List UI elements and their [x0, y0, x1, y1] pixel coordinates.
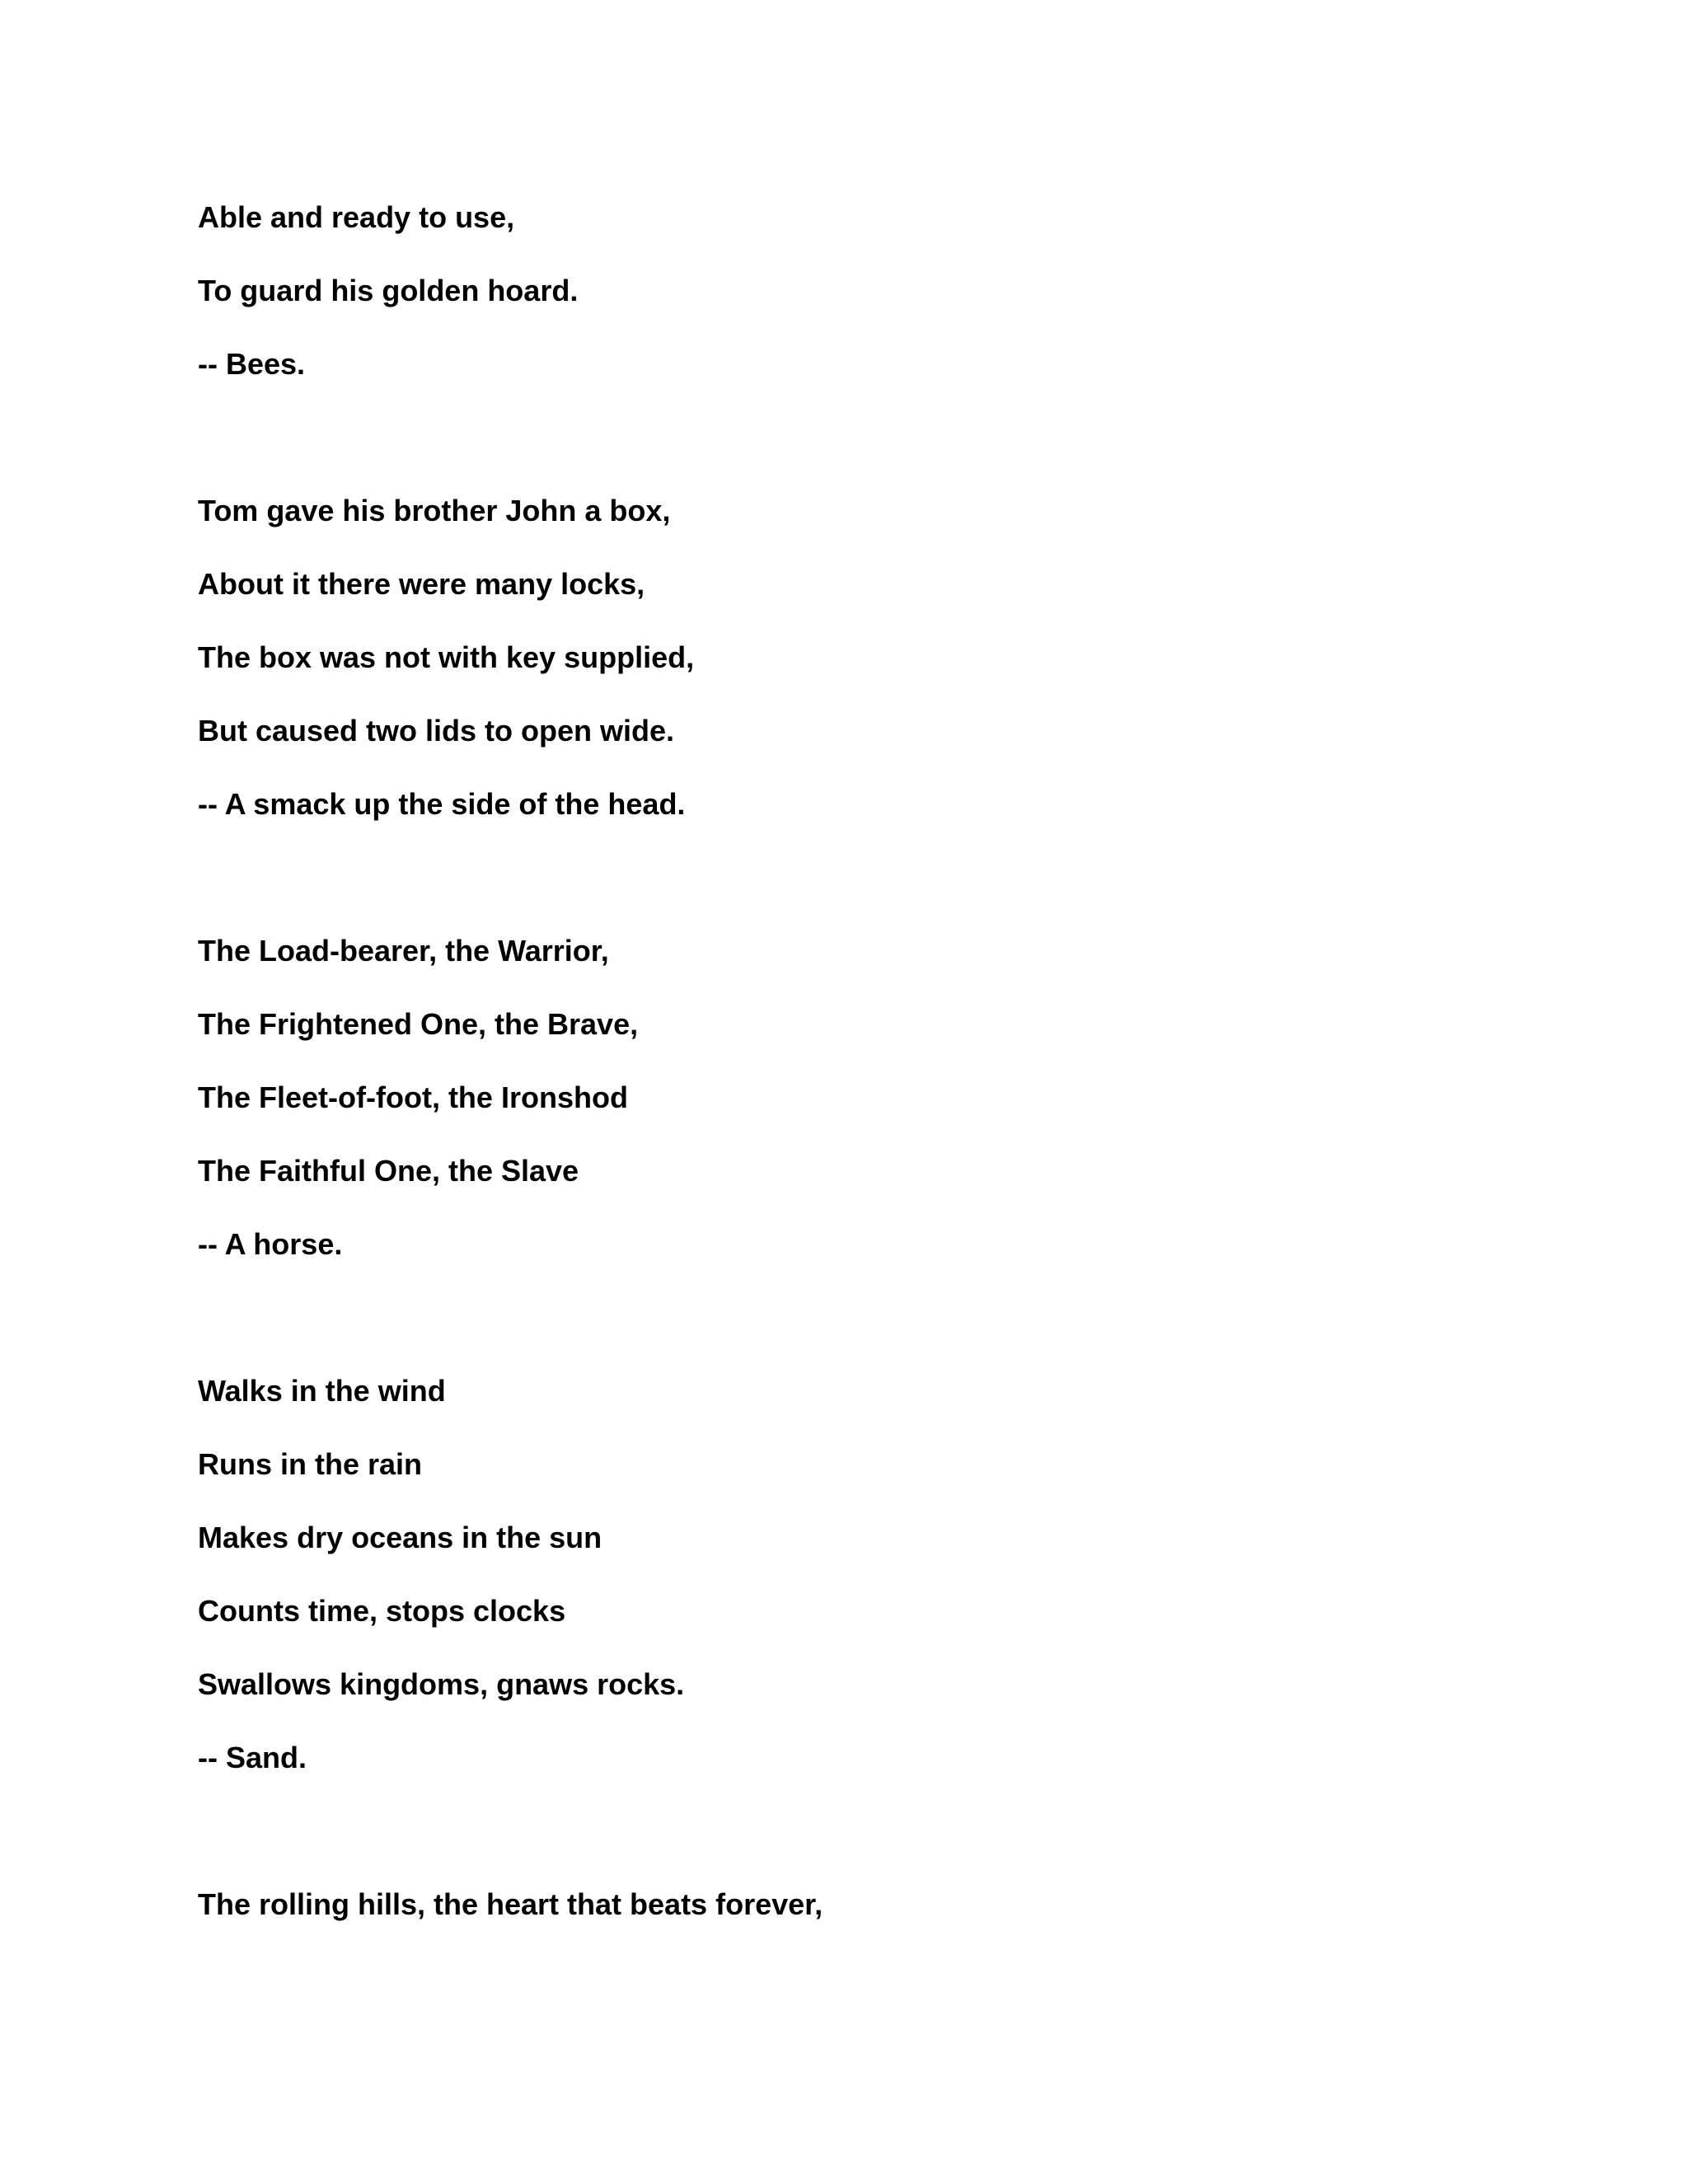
riddle-line: Makes dry oceans in the sun — [198, 1521, 603, 1554]
riddle-line: Tom gave his brother John a box, — [198, 494, 671, 527]
riddle-line: The box was not with key supplied, — [198, 640, 695, 674]
riddle-answer: -- A horse. — [198, 1227, 343, 1261]
riddle-line: The Frightened One, the Brave, — [198, 1007, 639, 1041]
riddle-line: The rolling hills, the heart that beats forever, — [198, 1887, 823, 1921]
riddle-line: About it there were many locks, — [198, 567, 645, 601]
riddle-line: Walks in the wind — [198, 1374, 446, 1408]
riddle-line: But caused two lids to open wide. — [198, 714, 675, 748]
riddle-line: Runs in the rain — [198, 1447, 423, 1481]
riddle-line: Counts time, stops clocks — [198, 1594, 566, 1628]
riddle-line: Swallows kingdoms, gnaws rocks. — [198, 1667, 685, 1701]
riddle-line: To guard his golden hoard. — [198, 274, 579, 307]
riddle-answer: -- A smack up the side of the head. — [198, 787, 686, 821]
riddle-line: The Load-bearer, the Warrior, — [198, 934, 609, 968]
riddle-line: Able and ready to use, — [198, 200, 515, 234]
riddle-answer: -- Sand. — [198, 1741, 307, 1774]
riddle-line: The Faithful One, the Slave — [198, 1154, 579, 1188]
riddle-line: The Fleet-of-foot, the Ironshod — [198, 1080, 628, 1114]
riddle-answer: -- Bees. — [198, 347, 306, 381]
